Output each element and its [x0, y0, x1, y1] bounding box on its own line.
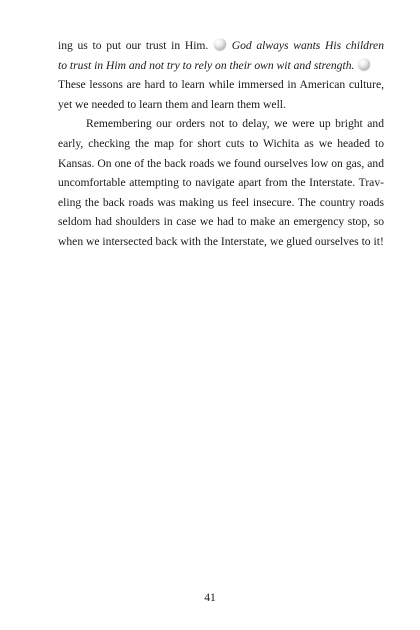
- body-text: [58, 36, 384, 252]
- pearl-icon: [214, 38, 226, 50]
- text-line-7: Kansas. On one of the back roads we found ourselves low on gas, and: [58, 156, 384, 170]
- text-line-6: early, checking the map for short cuts to Wichita as we headed to: [58, 136, 384, 150]
- text-line-2: [58, 56, 384, 76]
- text-line-1: [58, 36, 384, 56]
- text-line-11: when we intersected back with the Interstate, we glued ourselves to it!: [58, 234, 384, 248]
- italic-quote-start: God always wants His children: [231, 39, 384, 52]
- page-number: 41: [204, 591, 216, 604]
- pearl-icon: [358, 58, 370, 70]
- text-line-3: These lessons are hard to learn while immersed in American culture,: [58, 78, 384, 92]
- text-line-8: uncomfortable attempting to navigate apart from the Interstate. Trav-: [58, 176, 384, 190]
- italic-quote-end: to trust in Him and not try to rely on their own wit and strength.: [58, 58, 355, 72]
- text-line-9: eling the back roads was making us feel insecure. The country roads: [58, 195, 384, 209]
- paragraph-start-line: Remembering our orders not to delay, we were up bright and: [86, 117, 384, 131]
- text-line-10: seldom had shoulders in case we had to make an emergency stop, so: [58, 215, 384, 229]
- text-line-4: yet we needed to learn them and learn them well.: [58, 97, 286, 111]
- text-run: ing us to put our trust in Him.: [58, 39, 209, 52]
